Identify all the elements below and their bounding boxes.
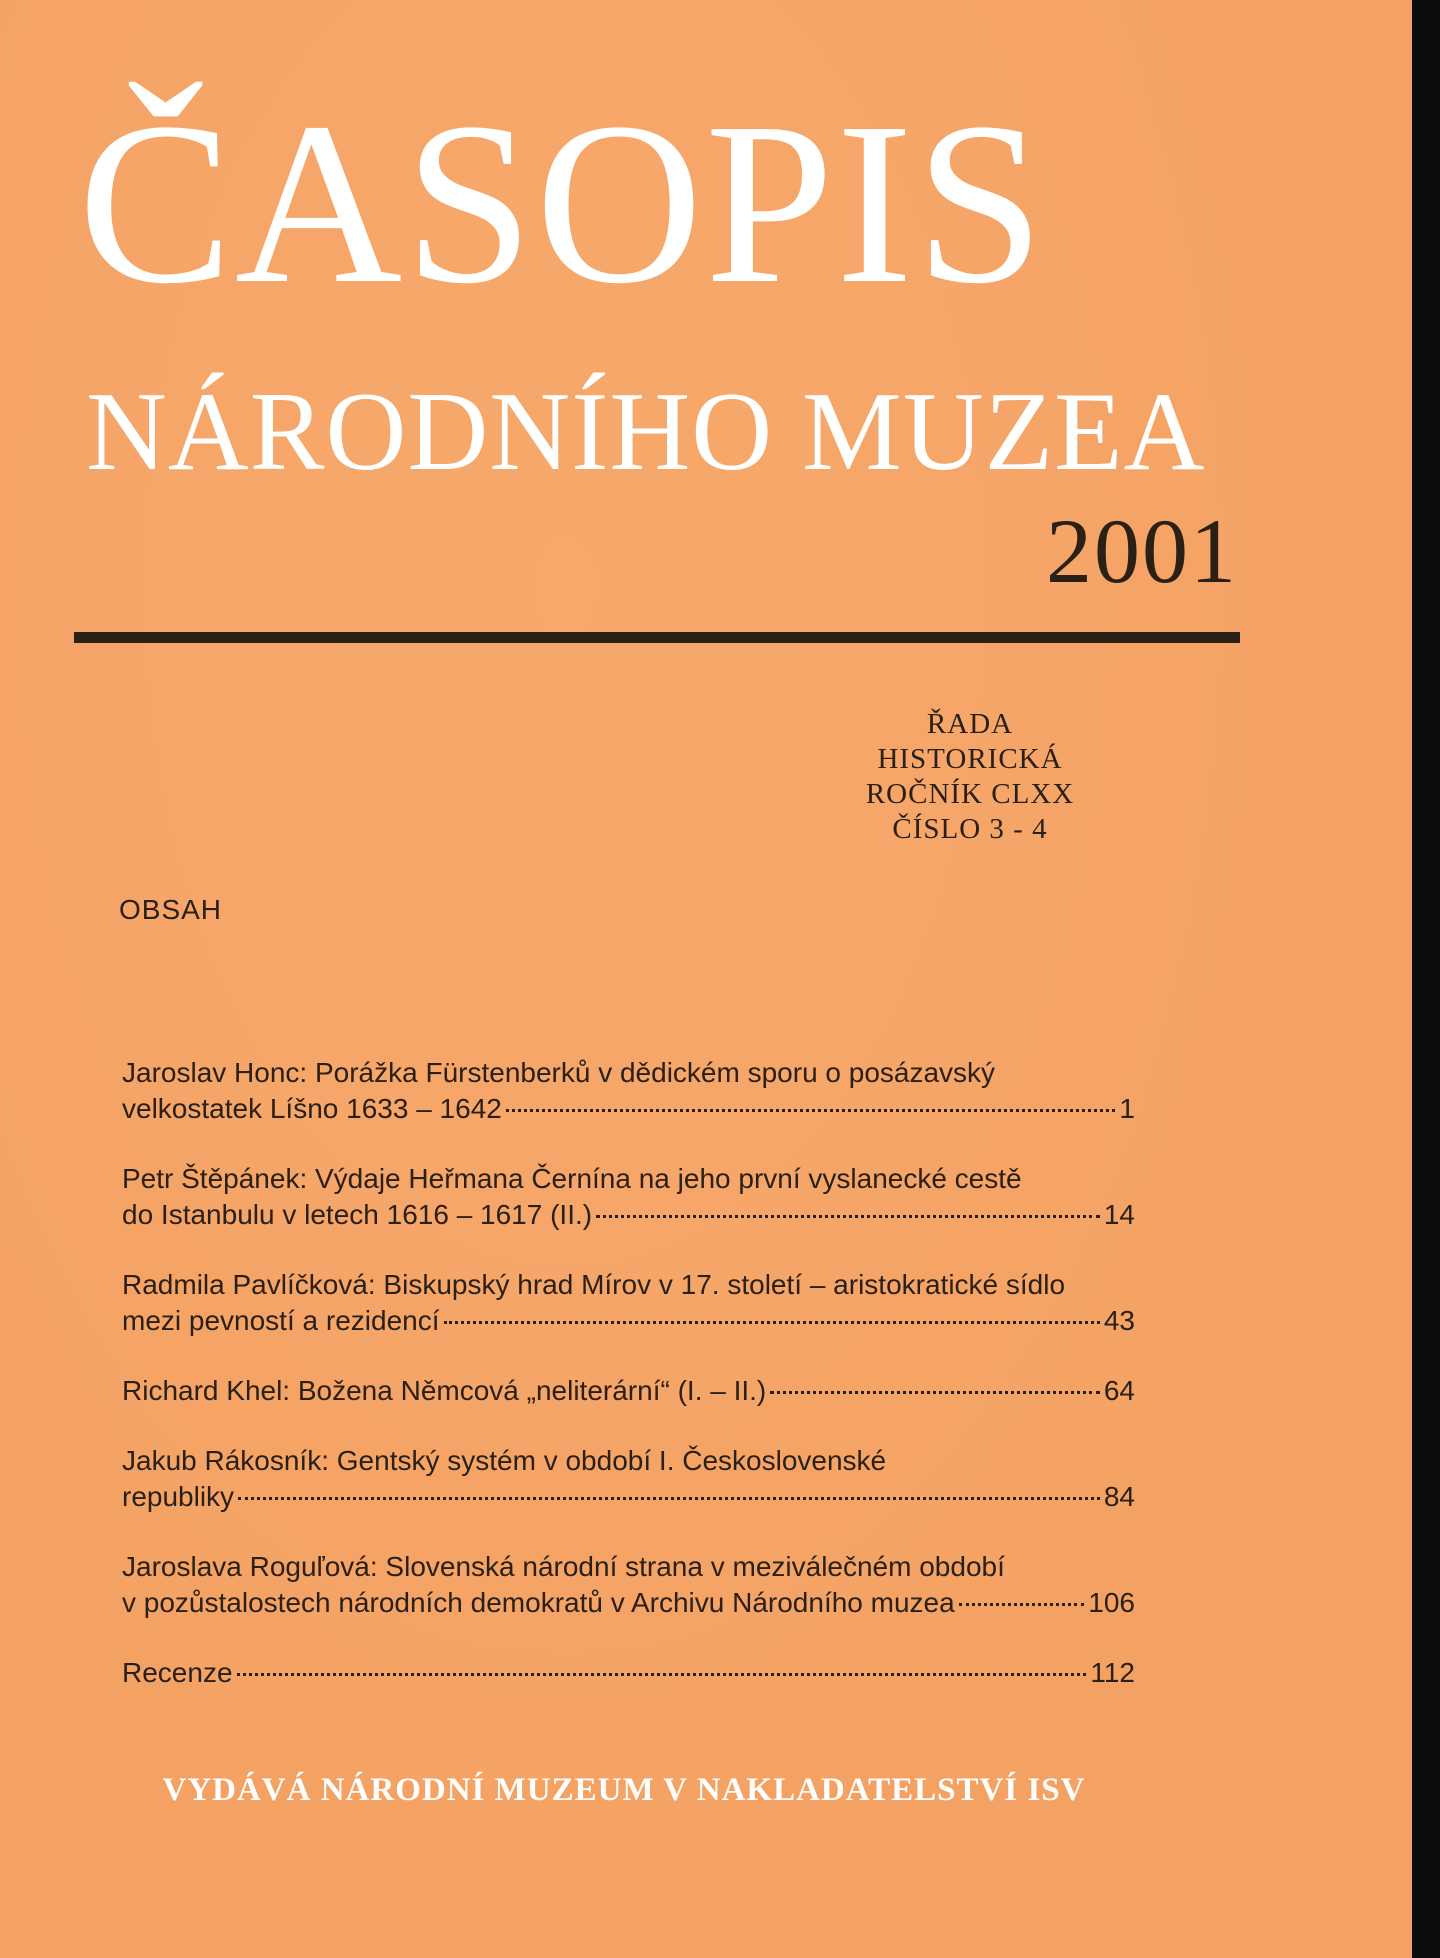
toc-entry (122, 1373, 1135, 1409)
journal-subtitle: NÁRODNÍHO MUZEA (86, 370, 1206, 494)
toc-page-number: 43 (1103, 1305, 1135, 1336)
toc-entry-line: Radmila Pavlíčková: Biskupský hrad Mírov v 17. století – aristokratické sídlo (122, 1269, 1066, 1300)
toc-heading: OBSAH (119, 894, 223, 925)
toc-entry-text: mezi pevností a rezidencí (122, 1305, 440, 1336)
toc-entry (122, 1443, 1135, 1515)
leader-dots (506, 1109, 1116, 1112)
leader-dots (237, 1673, 1087, 1676)
toc-entry-text: Richard Khel: Božena Němcová „neliterární“ (I. – II.) (122, 1375, 767, 1406)
series-line: ROČNÍK CLXX (865, 778, 1075, 810)
leader-dots (596, 1215, 1100, 1218)
toc-page-number: 64 (1103, 1375, 1135, 1406)
toc-entry (122, 1655, 1135, 1691)
toc-page-number: 84 (1103, 1481, 1135, 1512)
issue-year: 2001 (1046, 500, 1238, 602)
toc-entry-text: republiky (122, 1481, 235, 1512)
toc-entry-line: Jaroslav Honc: Porážka Fürstenberků v dědickém sporu o posázavský (122, 1057, 996, 1088)
toc-entry (122, 1549, 1135, 1621)
toc-page-number: 1 (1119, 1093, 1135, 1124)
toc-entry-line: Jakub Rákosník: Gentský systém v období I. Československé (122, 1445, 887, 1476)
toc-entry (122, 1267, 1135, 1339)
series-line: ŘADA (926, 708, 1014, 740)
journal-title: ČASOPIS (78, 75, 1047, 332)
toc-entry-line: Jaroslava Roguľová: Slovenská národní strana v meziválečném období (122, 1551, 1005, 1582)
toc-entry-line: Petr Štěpánek: Výdaje Heřmana Černína na jeho první vyslanecké cestě (122, 1163, 1022, 1194)
toc-entry-text: v pozůstalostech národních demokratů v Archivu Národního muzea (122, 1587, 955, 1618)
toc-page-number: 106 (1088, 1587, 1135, 1618)
toc-entry-text: Recenze (122, 1657, 233, 1688)
toc-entry (122, 1161, 1135, 1233)
toc-entry-text: do Istanbulu v letech 1616 – 1617 (II.) (122, 1199, 593, 1230)
toc-entry (122, 1055, 1135, 1127)
leader-dots (770, 1391, 1100, 1394)
series-info (820, 707, 1120, 847)
leader-dots (238, 1497, 1100, 1500)
series-line: ČÍSLO 3 - 4 (892, 813, 1048, 845)
table-of-contents (122, 1055, 1135, 1725)
series-line: HISTORICKÁ (877, 743, 1063, 775)
toc-page-number: 14 (1103, 1199, 1135, 1230)
leader-dots (959, 1603, 1085, 1606)
publisher-footer: VYDÁVÁ NÁRODNÍ MUZEUM V NAKLADATELSTVÍ ISV (162, 1772, 1086, 1808)
divider-rule (74, 632, 1240, 643)
leader-dots (444, 1321, 1100, 1324)
toc-page-number: 112 (1090, 1657, 1135, 1688)
toc-entry-text: velkostatek Líšno 1633 – 1642 (122, 1093, 502, 1124)
